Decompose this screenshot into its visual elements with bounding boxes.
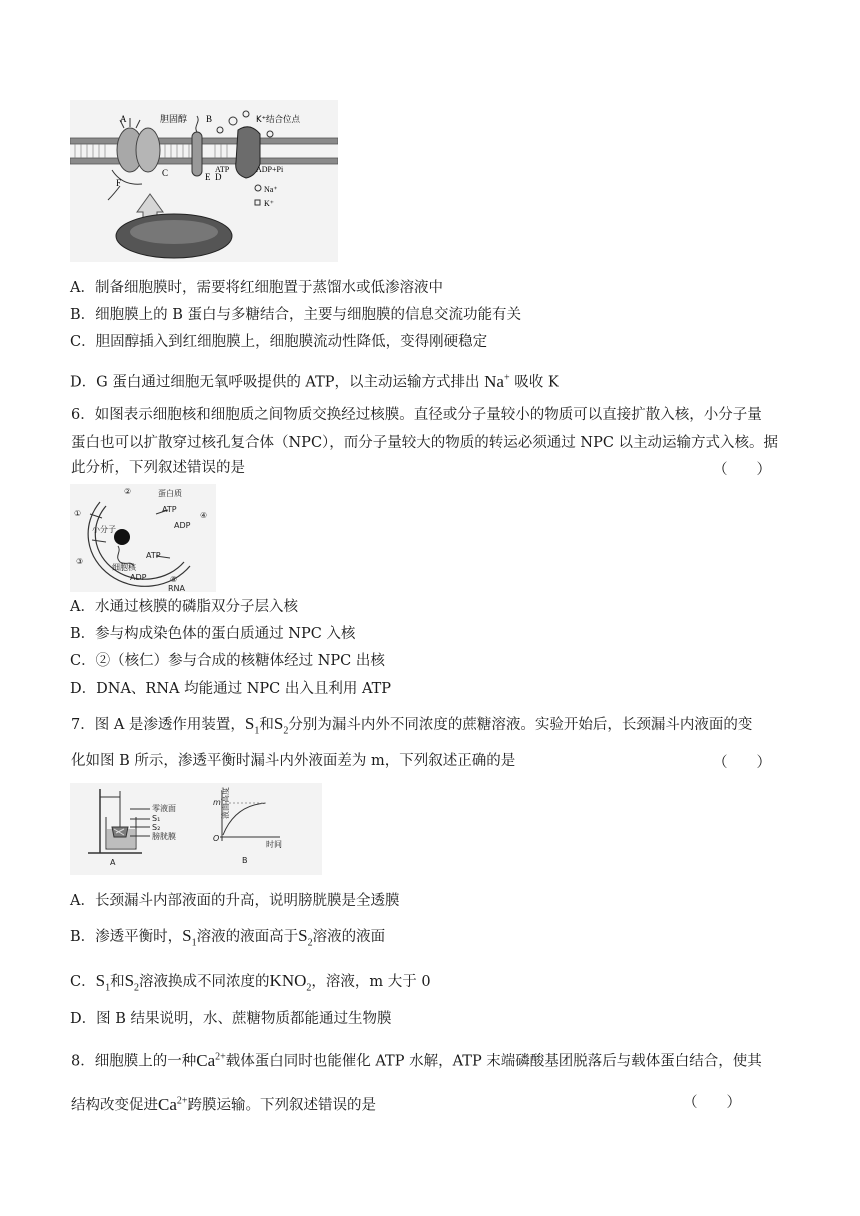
- q8-stem-line-2: 结构改变促进$Ca^{2+}$跨膜运输。下列叙述错误的是: [71, 1094, 377, 1114]
- nuc-label-atp-top: ATP: [162, 505, 177, 514]
- label-k: K⁺: [264, 199, 274, 208]
- nuc-label-adp-top: ADP: [174, 521, 191, 530]
- label-a: A: [120, 114, 127, 124]
- nuc-label-1: ①: [74, 509, 82, 518]
- nuc-label-5: ⑤: [170, 575, 178, 584]
- q5-option-d-text: D．G 蛋白通过细胞无氧呼吸提供的 ATP，以主动运输方式排出: [70, 374, 480, 391]
- q6-stem-line-3: 此分析，下列叙述错误的是: [71, 460, 245, 476]
- osmosis-figure: [70, 783, 322, 875]
- q6-stem-line-1: 6．如图表示细胞核和细胞质之间物质交换经过核膜。直径或分子量较小的物质可以直接扩散入核，小分子量: [71, 407, 762, 423]
- nuc-label-nucleus: 细胞核: [112, 563, 136, 572]
- osmo-label-origin: O: [213, 834, 220, 843]
- q7-stem-line-1: 7．图 A 是渗透作用装置，$S_1$和$S_2$分别为漏斗内外不同浓度的蔗糖溶液。实验开始后，长颈漏斗内液面的变: [71, 714, 753, 737]
- osmo-label-zero-level: 零液面: [152, 804, 176, 813]
- label-e: E: [205, 172, 211, 182]
- q6-option-b: B．参与构成染色体的蛋白质通过 NPC 入核: [70, 626, 356, 642]
- nuc-label-protein: 蛋白质: [158, 489, 182, 498]
- q7-option-c: C．$S_1$和$S_2$溶液换成不同浓度的$KNO_2$，溶液，m 大于 0: [70, 971, 431, 994]
- s1-symbol: $S_1$: [244, 714, 260, 737]
- q7-option-d: D．图 B 结果说明，水、蔗糖物质都能通过生物膜: [70, 1011, 392, 1027]
- q5-option-d-tail: 吸收 K: [514, 374, 559, 391]
- q6-option-d: D．DNA、RNA 均能通过 NPC 出入且利用 ATP: [70, 681, 392, 697]
- calcium-ion: $Ca^{2+}$: [158, 1094, 188, 1114]
- q6-option-c: C．②（核仁）参与合成的核糖体经过 NPC 出核: [70, 653, 385, 669]
- s2-symbol: $S_2$: [273, 714, 289, 737]
- q5-option-a: A．制备细胞膜时，需要将红细胞置于蒸馏水或低渗溶液中: [70, 280, 443, 296]
- q8-answer-bracket: （ ）: [683, 1095, 741, 1111]
- osmo-label-s1: S₁: [152, 814, 161, 823]
- s1-symbol: $S_1$: [95, 971, 111, 994]
- q7-answer-bracket: （ ）: [713, 755, 771, 771]
- label-k-binding-site: K⁺结合位点: [256, 115, 301, 125]
- nuc-label-4: ④: [200, 511, 208, 520]
- q7-option-b: B．渗透平衡时，$S_1$溶液的液面高于$S_2$溶液的液面: [70, 926, 386, 949]
- label-adp-pi: ADP+Pi: [256, 165, 284, 174]
- q7-stem-line-2: 化如图 B 所示，渗透平衡时漏斗内外液面差为 m，下列叙述正确的是: [71, 753, 516, 769]
- kno2-formula: $KNO_2$: [269, 971, 312, 994]
- q7-option-a: A．长颈漏斗内部液面的升高，说明膀胱膜是全透膜: [70, 893, 400, 909]
- label-c: C: [162, 168, 169, 178]
- osmo-label-b: B: [242, 856, 248, 865]
- osmo-label-xlabel: 时间: [266, 840, 282, 849]
- sodium-ion: Na+: [484, 371, 510, 391]
- label-d: D: [215, 172, 222, 182]
- q5-option-c: C．胆固醇插入到红细胞膜上，细胞膜流动性降低，变得刚硬稳定: [70, 334, 488, 350]
- osmo-label-ylabel: 液面高度: [221, 787, 230, 819]
- nuc-label-adp-bottom: ADP: [130, 573, 147, 582]
- q6-option-a: A．水通过核膜的磷脂双分子层入核: [70, 599, 298, 615]
- osmo-label-membrane: 膀胱膜: [152, 832, 176, 841]
- q6-answer-bracket: （ ）: [713, 462, 771, 478]
- q6-stem-line-2: 蛋白也可以扩散穿过核孔复合体（NPC），而分子量较大的物质的转运必须通过 NPC 以主动运输方式入核。据: [71, 435, 779, 451]
- label-f: F: [116, 178, 122, 188]
- q5-option-b: B．细胞膜上的 B 蛋白与多糖结合，主要与细胞膜的信息交流功能有关: [70, 307, 522, 323]
- q5-option-d: [70, 368, 559, 393]
- osmosis-diagram: [70, 783, 322, 875]
- nuc-label-2: ②: [124, 487, 132, 496]
- nuc-label-atp-bottom: ATP: [146, 551, 161, 560]
- osmo-label-m: m: [213, 798, 221, 807]
- s2-symbol: $S_2$: [298, 926, 313, 949]
- nuclear-membrane-figure: [70, 484, 216, 592]
- s2-symbol: $S_2$: [124, 971, 140, 994]
- osmo-label-s2: S₂: [152, 823, 161, 832]
- label-atp: ATP: [215, 165, 230, 174]
- label-cholesterol: 胆固醇: [160, 115, 188, 125]
- membrane-figure: [70, 100, 338, 262]
- q8-stem-line-1: 8．细胞膜上的一种$Ca^{2+}$载体蛋白同时也能催化 ATP 水解，ATP 末端磷酸基团脱落后与载体蛋白结合，使其: [71, 1050, 762, 1070]
- s1-symbol: $S_1$: [182, 926, 197, 949]
- nuclear-membrane-diagram: [70, 484, 216, 592]
- nuc-label-rna: RNA: [168, 584, 186, 592]
- nuc-label-3: ③: [76, 557, 84, 566]
- label-b: B: [206, 114, 213, 124]
- membrane-diagram: [70, 100, 338, 262]
- nuc-label-small-molecule: 小分子: [92, 525, 116, 534]
- label-na: Na⁺: [264, 185, 278, 194]
- osmo-label-a: A: [110, 858, 116, 867]
- calcium-ion: $Ca^{2+}$: [196, 1050, 226, 1070]
